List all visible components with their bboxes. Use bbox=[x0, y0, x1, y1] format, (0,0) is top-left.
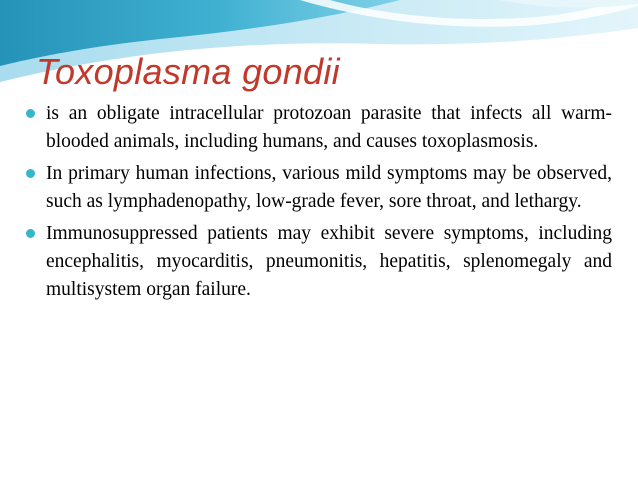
bullet-text: In primary human infections, various mild symptoms may be observed, such as lymphadenopathy, low-grade fever, sore throat, and lethargy. bbox=[46, 163, 612, 212]
bullet-text: is an obligate intracellular protozoan parasite that infects all warm-blooded animals, including humans, and causes toxoplasmosis. bbox=[46, 103, 612, 152]
bullet-text: Immunosuppressed patients may exhibit severe symptoms, including encephalitis, myocarditis, pneumonitis, hepatitis, splenomegaly and multisystem organ failure. bbox=[46, 223, 612, 300]
bullet-item bbox=[26, 100, 612, 156]
bullet-item bbox=[26, 160, 612, 216]
bullet-list bbox=[26, 100, 612, 308]
bullet-dot-icon bbox=[26, 229, 35, 238]
bullet-dot-icon bbox=[26, 169, 35, 178]
bullet-item bbox=[26, 220, 612, 304]
slide-title: Toxoplasma gondii bbox=[36, 51, 340, 92]
bullet-dot-icon bbox=[26, 109, 35, 118]
